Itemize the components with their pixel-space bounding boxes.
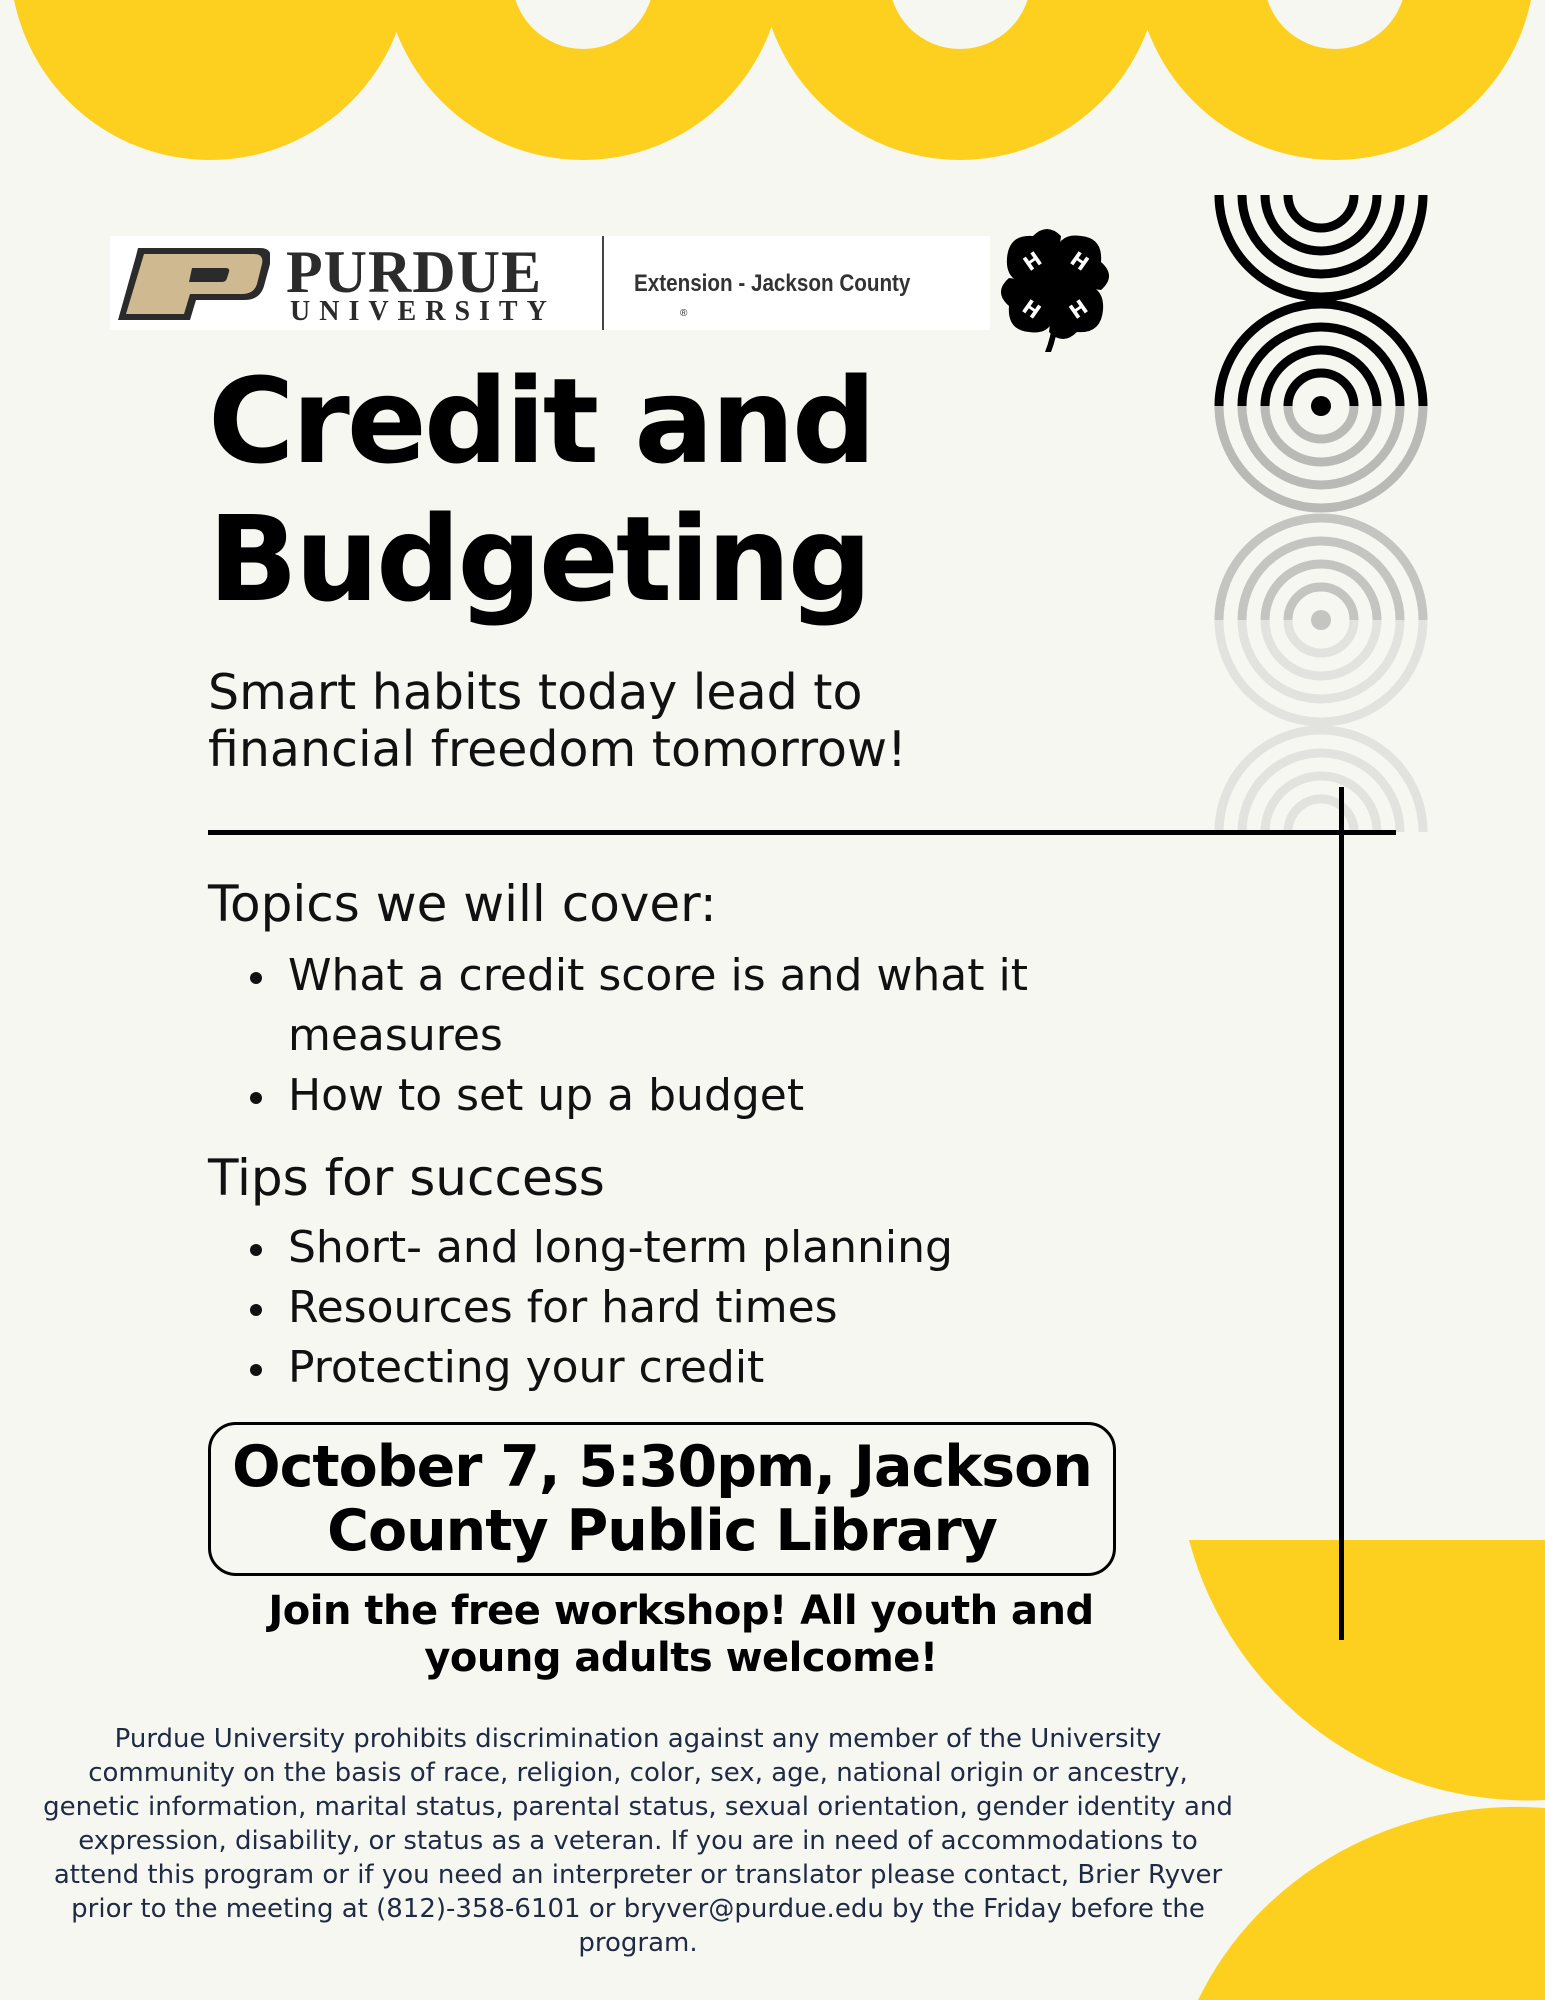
nondiscrimination-disclaimer: Purdue University prohibits discrimination against any member of the University community on the basis of race, religion, color, sex, age, national origin or ancestry, genetic information, marital status, parental status, sexual orientation, gender identity and expression, disability, or status as a veteran. If you are in need of accommodations to attend this program or if you need an interpreter or translator please contact, Brier Ryver prior to the meeting at (812)-358-6101 or bryver@purdue.edu by the Friday before the program. (43, 1724, 1233, 1958)
clover-letter: H (1065, 246, 1094, 276)
tip-item: Short- and long-term planning (248, 1218, 1128, 1278)
tip-item: Protecting your credit (248, 1338, 1128, 1398)
invite-line: Join the free workshop! All youth and (268, 1588, 1094, 1634)
purdue-extension-logo-bar (110, 236, 990, 330)
clover-letter: H (1017, 294, 1046, 324)
tips-heading: Tips for success (208, 1149, 605, 1207)
four-h-clover-icon (985, 222, 1125, 354)
event-details (232, 1435, 1092, 1563)
purdue-p-logo-icon (110, 242, 270, 326)
subtitle-line: financial freedom tomorrow! (208, 721, 907, 778)
event-date-line: October 7, 5:30pm, Jackson (232, 1434, 1092, 1500)
subtitle-line: Smart habits today lead to (208, 664, 863, 721)
tip-item: Resources for hard times (248, 1278, 1128, 1338)
vertical-divider (1339, 787, 1344, 1640)
purdue-wordmark: PURDUE (286, 239, 542, 305)
bottom-right-yellow-shapes (1189, 1540, 1545, 2000)
topic-item: How to set up a budget (248, 1066, 1108, 1126)
topics-heading: Topics we will cover: (208, 875, 717, 933)
subtitle (208, 664, 1108, 778)
topics-list (248, 946, 1108, 1126)
event-details-box (208, 1422, 1116, 1576)
invite-line: young adults welcome! (424, 1635, 938, 1681)
topic-item: What a credit score is and what it measures (248, 946, 1108, 1066)
extension-label: Extension - Jackson County (634, 270, 911, 297)
registered-mark: ® (680, 308, 688, 319)
title-line: Credit and (208, 352, 874, 490)
concentric-arcs (1219, 195, 1423, 832)
logo-divider (602, 236, 604, 330)
university-wordmark: UNIVERSITY (290, 296, 556, 327)
horizontal-divider (208, 830, 1396, 835)
page-title (208, 352, 1008, 628)
event-location-line: County Public Library (327, 1498, 997, 1564)
tips-list (248, 1218, 1128, 1398)
clover-letter: H (1018, 246, 1047, 276)
invitation-text (208, 1588, 1154, 1682)
title-line: Budgeting (208, 490, 870, 628)
clover-letter: H (1064, 294, 1093, 324)
